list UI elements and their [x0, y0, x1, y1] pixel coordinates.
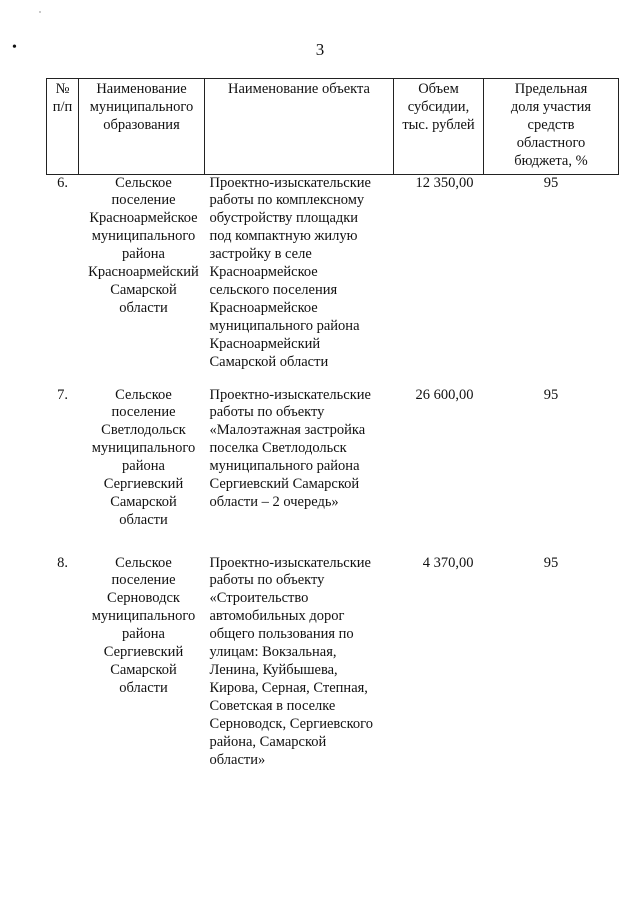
budget-share-cell: 95: [543, 386, 559, 403]
header-num: № п/п: [47, 79, 79, 175]
municipality-cell: Сельское поселение Светлодольск муниципального района Сергиевский Самарской области: [91, 386, 196, 528]
municipality-cell: Сельское поселение Серноводск муниципального района Сергиевский Самарской области: [91, 554, 196, 696]
object-cell: Проектно-изыскательские работы по объекту «Строительство автомобильных дорог общего пользования по улицам: Вокзальная, Ленина, Куйбышева, Кирова, Серная, Степная, Советская в поселке Серноводск, Сергиевского района, Самарской области»: [209, 554, 374, 768]
header-volume: Объем субсидии, тыс. рублей: [394, 79, 484, 175]
header-municipality: Наименование муниципального образования: [79, 79, 205, 175]
budget-share-cell: 95: [543, 174, 559, 191]
row-number: 7.: [57, 386, 68, 403]
table-row: [47, 387, 619, 555]
row-number: 6.: [57, 174, 68, 191]
municipality-cell: Сельское поселение Красноармейское муниципального района Красноармейский Самарской области: [88, 174, 199, 316]
subsidy-volume-cell: 26 600,00: [415, 386, 474, 403]
subsidy-volume-cell: 12 350,00: [415, 174, 474, 191]
table-header-row: [47, 79, 619, 175]
subsidy-volume-cell: 4 370,00: [422, 554, 474, 571]
object-cell: Проектно-изыскательские работы по комплексному обустройству площадки под компактную жилую застройку в селе Красноармейское сельского поселения Красноармейское муниципального района Красноармейский Самарской области: [209, 174, 371, 370]
object-cell: Проектно-изыскательские работы по объекту «Малоэтажная застройка поселка Светлодольск муниципального района Сергиевский Самарской области – 2 очередь»: [209, 386, 371, 510]
subsidy-table: [46, 78, 619, 785]
header-share: Предельная доля участия средств областного бюджета, %: [484, 79, 619, 175]
subsidy-table-container: [46, 78, 618, 785]
budget-share-cell: 95: [543, 554, 559, 571]
header-object: Наименование объекта: [205, 79, 394, 175]
scan-mark: •: [12, 40, 17, 55]
table-row: [47, 174, 619, 387]
row-number: 8.: [57, 554, 68, 571]
table-row: [47, 555, 619, 785]
page-number: 3: [315, 40, 325, 59]
